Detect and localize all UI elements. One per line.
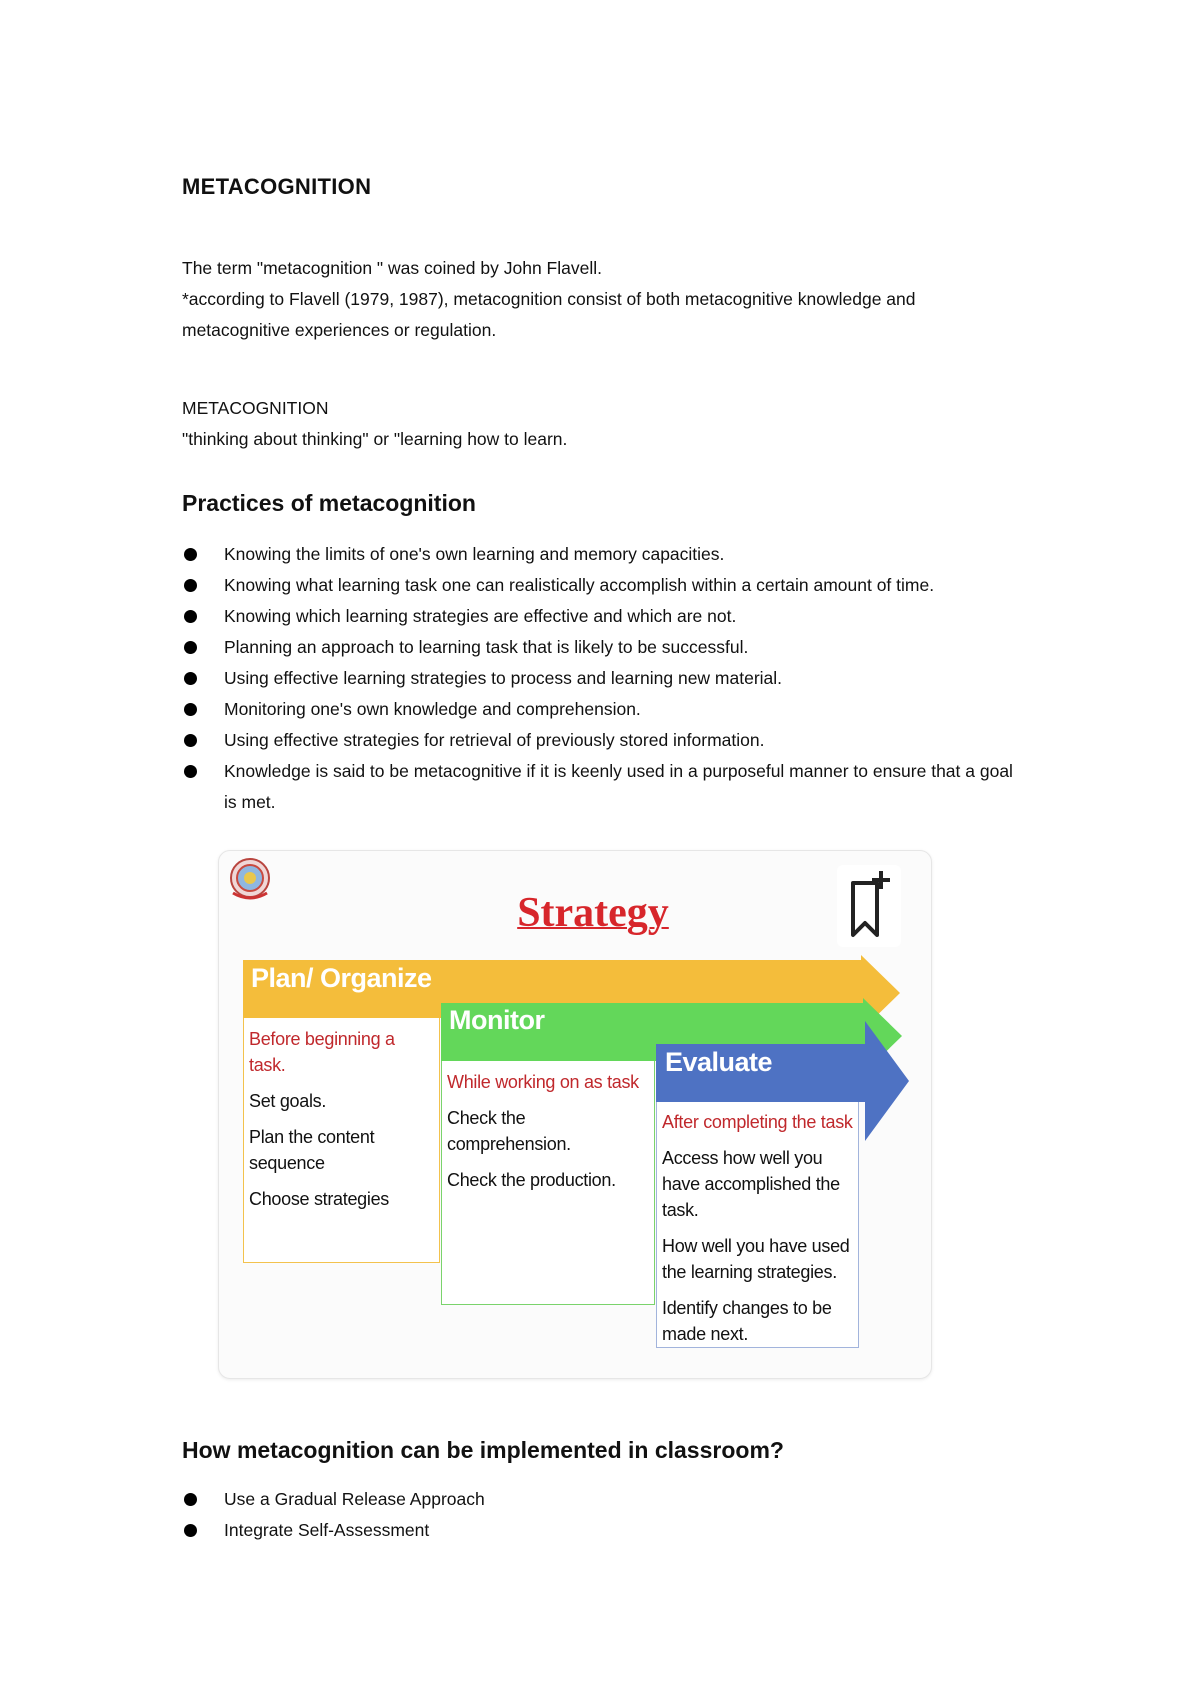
list-item (182, 756, 1022, 818)
plan-item: Set goals. (249, 1091, 327, 1111)
list-item (182, 1484, 1022, 1515)
list-item (182, 539, 1022, 570)
list-item-text: Integrate Self-Assessment (224, 1520, 430, 1540)
monitor-item: Check the production. (447, 1170, 616, 1190)
bullet-icon (184, 641, 197, 654)
bullet-icon (184, 579, 197, 592)
bullet-icon (184, 1524, 197, 1537)
definition-block (182, 393, 1022, 455)
bullet-icon (184, 548, 197, 561)
practices-list (182, 539, 1022, 818)
plan-lead: Before beginning a task. (249, 1029, 395, 1075)
list-item (182, 663, 1022, 694)
practices-heading: Practices of metacognition (182, 490, 476, 516)
list-item (182, 725, 1022, 756)
evaluate-label: Evaluate (665, 1047, 773, 1077)
list-item-text: Knowing which learning strategies are effective and which are not. (224, 606, 737, 626)
intro-line-1: The term "metacognition " was coined by John Flavell. (182, 258, 602, 278)
list-item (182, 1515, 1022, 1546)
evaluate-item: Identify changes to be made next. (662, 1298, 832, 1344)
list-item-text: Knowledge is said to be metacognitive if it is keenly used in a purposeful manner to ensure that a goal is met. (224, 761, 1013, 812)
list-item-text: Using effective strategies for retrieval of previously stored information. (224, 730, 765, 750)
evaluate-item: Access how well you have accomplished the task. (662, 1148, 840, 1220)
evaluate-column (656, 1102, 859, 1348)
list-item-text: Knowing what learning task one can realistically accomplish within a certain amount of time. (224, 575, 935, 595)
plan-item: Choose strategies (249, 1189, 389, 1209)
bullet-icon (184, 765, 197, 778)
list-item (182, 570, 1022, 601)
plan-item: Plan the content sequence (249, 1127, 375, 1173)
bullet-icon (184, 672, 197, 685)
list-item-text: Knowing the limits of one's own learning and memory capacities. (224, 544, 725, 564)
strategy-figure (218, 850, 932, 1379)
definition-label: METACOGNITION (182, 398, 329, 418)
list-item (182, 632, 1022, 663)
list-item (182, 694, 1022, 725)
bullet-icon (184, 1493, 197, 1506)
list-item (182, 601, 1022, 632)
classroom-list (182, 1484, 1022, 1546)
intro-line-2: *according to Flavell (1979, 1987), metacognition consist of both metacognitive knowledge and metacognitive experiences or regulation. (182, 289, 916, 340)
monitor-column (441, 1061, 655, 1305)
list-item-text: Monitoring one's own knowledge and comprehension. (224, 699, 641, 719)
strategy-title-text: Strategy (517, 890, 669, 936)
monitor-lead: While working on as task (447, 1072, 639, 1092)
monitor-label: Monitor (449, 1005, 545, 1035)
classroom-heading: How metacognition can be implemented in classroom? (182, 1437, 784, 1463)
bullet-icon (184, 734, 197, 747)
bullet-icon (184, 703, 197, 716)
definition-text: "thinking about thinking" or "learning how to learn. (182, 429, 568, 449)
document-title: METACOGNITION (182, 174, 372, 199)
evaluate-item: How well you have used the learning strategies. (662, 1236, 850, 1282)
plan-column (243, 1018, 440, 1263)
plan-label: Plan/ Organize (251, 963, 432, 993)
bullet-icon (184, 610, 197, 623)
monitor-item: Check the comprehension. (447, 1108, 571, 1154)
evaluate-lead: After completing the task (662, 1112, 853, 1132)
list-item-text: Use a Gradual Release Approach (224, 1489, 485, 1509)
list-item-text: Using effective learning strategies to process and learning new material. (224, 668, 783, 688)
list-item-text: Planning an approach to learning task that is likely to be successful. (224, 637, 749, 657)
intro-paragraph (182, 253, 1022, 346)
